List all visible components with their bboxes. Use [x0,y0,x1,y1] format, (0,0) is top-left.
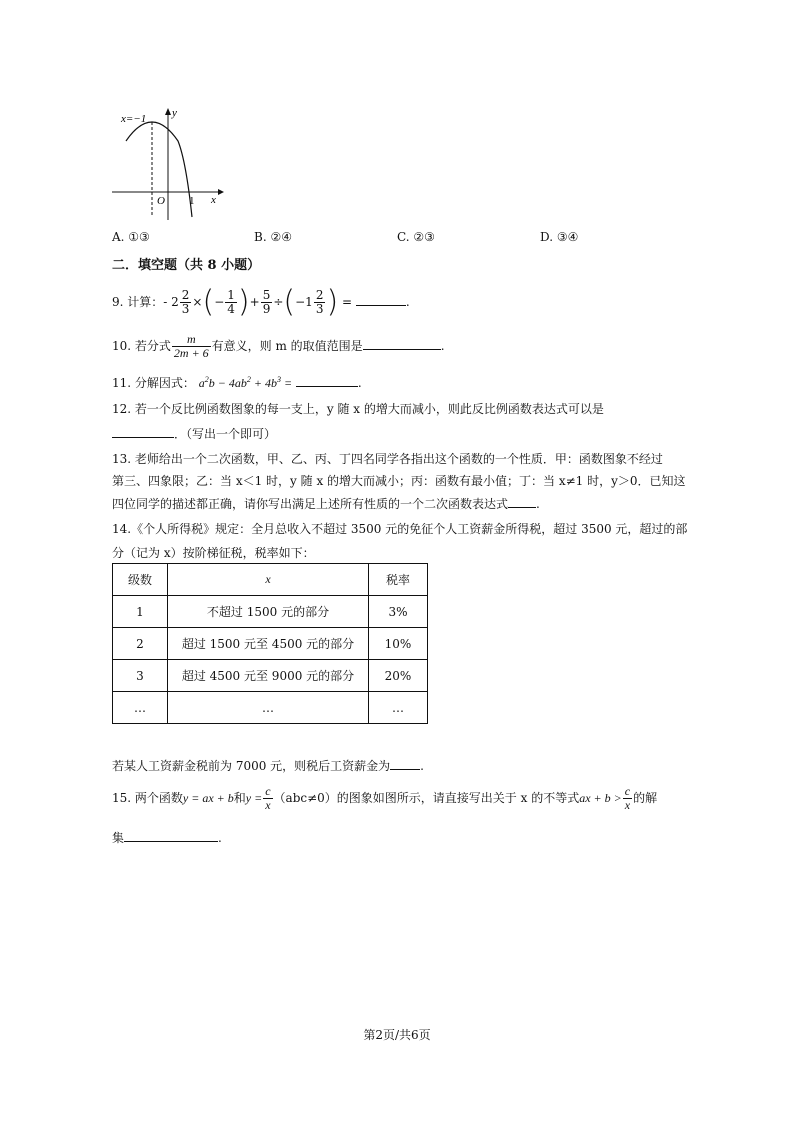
q15-frac1 [263,785,272,811]
q9-frac3 [261,289,273,315]
table-cell: 2 [113,628,168,660]
q9-frac1-den: 3 [181,302,190,316]
q15-cond: （abc≠0）的图象如图所示，请直接写出关于 x 的不等式 [273,791,580,805]
q15-line2-wrap [112,829,222,846]
y-axis-arrow [165,108,171,115]
q11-expr-d: = [280,376,293,390]
q10-frac [172,333,211,359]
header-level: 级数 [113,564,168,596]
page-footer: 第2页/共6页 [363,1028,431,1042]
option-d: D. ③④ [540,230,579,244]
q14-after: 若某人工资薪金税前为 7000 元，则税后工资薪金为 [112,759,391,773]
q9-frac3-den: 9 [262,302,271,316]
q9-frac2 [225,289,237,315]
q11-prefix: 11. 分解因式： [112,376,195,390]
q10-end: . [440,339,445,353]
q9-frac3-num: 5 [262,288,271,303]
q10-frac-den: 2m + 6 [173,346,209,360]
q12-line2: ．（写出一个即可） [174,427,277,441]
q12-answer-blank[interactable] [112,425,174,438]
q12-line2-wrap [112,425,276,442]
option-c: C. ②③ [397,230,435,244]
q9-frac4-num: 2 [315,288,324,303]
table-row [113,692,428,724]
q9-paren2-close: ) [326,284,339,320]
q9-paren-close: ) [237,284,250,320]
q13-line3: 四位同学的描述都正确，请你写出满足上述所有性质的一个二次函数表达式 [112,497,509,511]
question-11 [112,374,362,391]
question-9 [112,282,410,322]
q14-end: . [420,759,424,773]
header-rate: 税率 [369,564,428,596]
section-title: 二．填空题（共 8 小题） [112,258,261,273]
x-axis-label: x [211,194,216,206]
q15-frac2-num: c [624,784,631,799]
q15-ineq-left: ax + b > [579,791,622,805]
q9-minus-whole: - 2 [163,295,179,309]
parabola-graph [108,103,228,223]
question-10 [112,328,445,364]
q11-expression [199,376,292,390]
q13-line1: 13. 老师给出一个二次函数，甲、乙、丙、丁四名同学各指出这个函数的一个性质．甲：函数图象不经过 [112,452,663,466]
q9-frac2-den: 4 [227,302,235,316]
q13-answer-blank[interactable] [508,495,536,508]
q11-expr-a: a [198,376,205,390]
tax-rate-table [112,563,428,724]
q9-plus: + [249,295,260,309]
table-row [113,596,428,628]
q12-line1: 12. 若一个反比例函数图象的每一支上，y 随 x 的增大而减小，则此反比例函数表达式可以是 [112,402,604,416]
table-cell: 1 [113,596,168,628]
table-cell: 3 [113,660,168,692]
table-cell: 20% [369,660,428,692]
q10-frac-num: m [172,333,211,347]
q14-line2: 分（记为 x）按阶梯征税，税率如下： [112,546,315,560]
q10-prefix: 10. 若分式 [112,339,171,353]
q9-f2-minus: − [214,295,225,309]
q15-f2-left: y = [245,791,263,805]
table-cell: … [113,692,168,724]
q13-line3-wrap [112,495,540,512]
table-cell: … [168,692,369,724]
q15-end: . [218,831,222,845]
table-row [113,628,428,660]
q9-div: ÷ [273,295,284,309]
q13-line2: 第三、四象限；乙：当 x＜1 时，y 随 x 的增大而减小；丙：函数有最小值；丁：当 x≠1 时，y＞0．已知这 [112,474,686,488]
header-x: x [168,564,369,596]
q11-sup-b: 2 [246,375,251,384]
q10-answer-blank[interactable] [363,337,441,350]
q9-end: . [405,295,410,309]
q9-paren2-open: ( [283,284,296,320]
q9-eq: = [342,295,353,309]
q14-after-wrap [112,757,424,774]
x-axis-arrow [218,189,224,195]
table-cell: 10% [369,628,428,660]
symmetry-label: x=−1 [121,113,147,125]
q11-expr-b: b − 4ab [208,376,247,390]
q15-frac1-den: x [265,798,271,812]
table-cell: 不超过 1500 元的部分 [168,596,369,628]
q15-and: 和 [233,791,246,805]
one-label: 1 [189,195,195,207]
q11-expr-c: + 4b [250,376,277,390]
q14-line1: 14.《个人所得税》规定：全月总收入不超过 3500 元的免征个人工资薪金所得税，超过 3500 元，超过的部 [112,522,688,536]
question-15 [112,780,657,816]
table-cell: … [369,692,428,724]
q11-answer-blank[interactable] [296,374,358,387]
q9-f4-whole: −1 [295,295,313,309]
q15-frac1-num: c [265,784,271,799]
q11-sup-a: 2 [204,375,209,384]
q9-prefix: 9. 计算： [112,295,164,309]
q14-answer-blank[interactable] [390,757,420,770]
q15-prefix: 15. 两个函数 [112,791,183,805]
table-row [113,660,428,692]
origin-label: O [157,195,165,207]
q9-frac2-num: 1 [227,288,235,303]
table-cell: 3% [369,596,428,628]
q10-text: 有意义，则 m 的取值范围是 [211,339,363,353]
q15-suffix: 的解 [633,791,658,805]
table-cell: 超过 1500 元至 4500 元的部分 [168,628,369,660]
q9-frac1-num: 2 [181,288,190,303]
q9-paren-open: ( [202,284,215,320]
table-header-row [113,564,428,596]
q9-frac4 [314,289,326,315]
q15-line2-prefix: 集 [112,831,125,845]
option-b: B. ②④ [254,230,292,244]
q9-answer-blank[interactable] [356,293,406,306]
q13-end: . [536,497,540,511]
q9-frac4-den: 3 [315,302,324,316]
q15-frac2-den: x [624,798,631,812]
q11-sup-c: 3 [276,375,281,384]
q15-f1: y = ax + b [182,791,234,805]
y-axis-label: y [172,107,177,119]
option-a: A. ①③ [112,230,150,244]
table-cell: 超过 4500 元至 9000 元的部分 [168,660,369,692]
q15-answer-blank[interactable] [124,829,218,842]
q15-frac2 [623,785,632,811]
q9-frac1 [180,289,192,315]
q11-end: . [357,376,362,390]
q9-times: × [192,295,203,309]
